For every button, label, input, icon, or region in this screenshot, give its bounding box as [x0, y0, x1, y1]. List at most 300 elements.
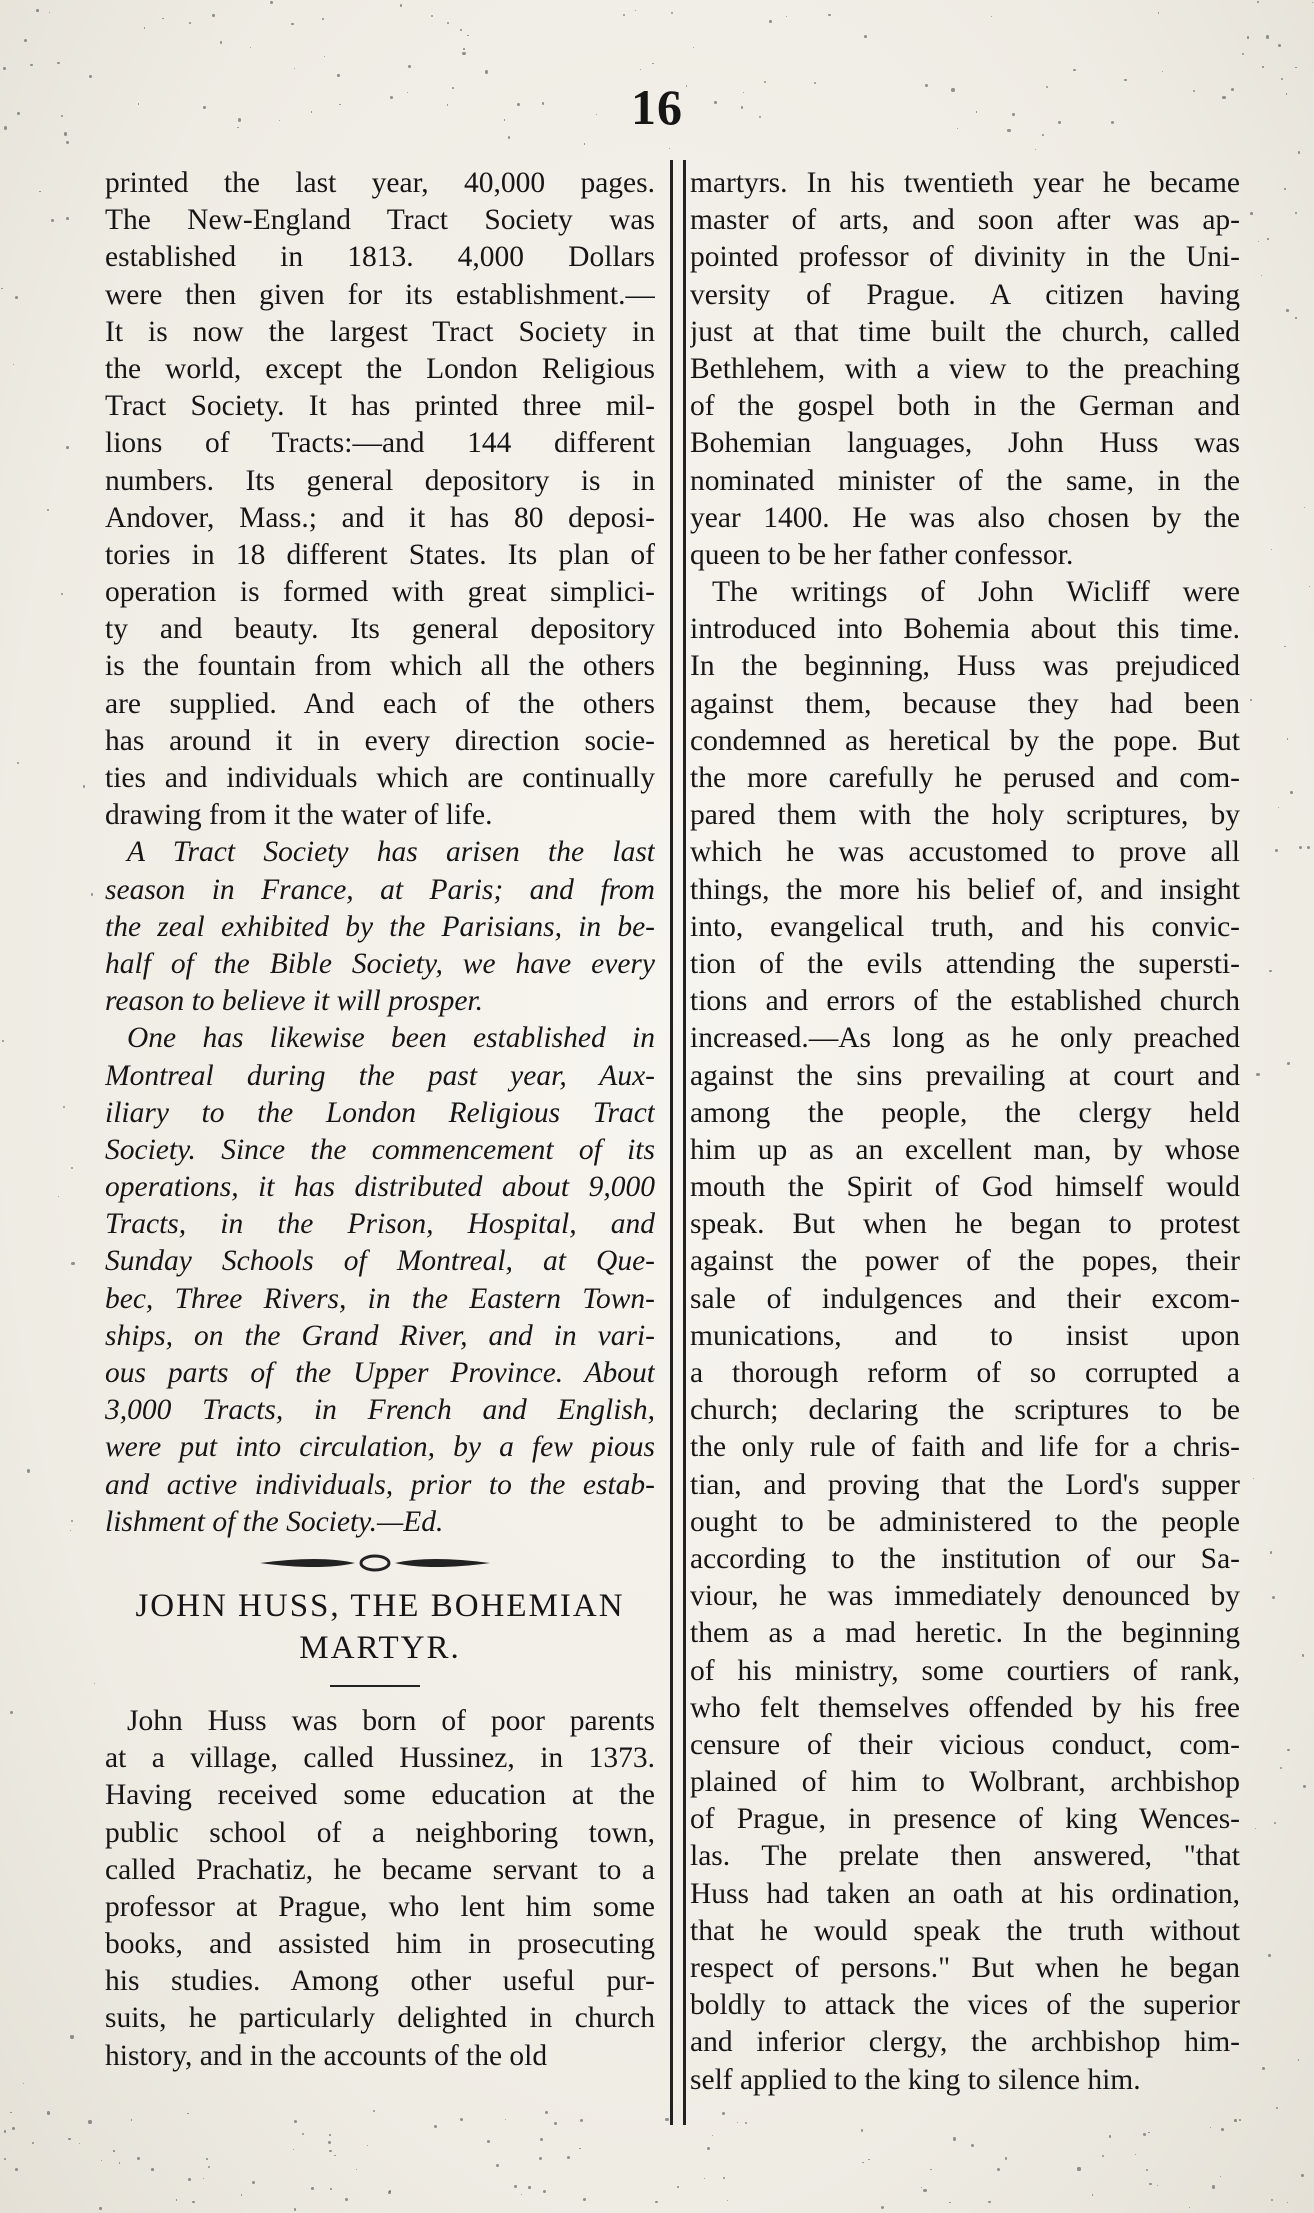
- tract-society-paragraph-line: were then given for its establishment.—: [105, 278, 655, 311]
- print-speck: [431, 15, 433, 17]
- print-speck: [212, 14, 214, 16]
- tract-society-paragraph-line: lions of Tracts:—and 144 different: [105, 427, 655, 460]
- print-speck: [294, 2120, 297, 2123]
- print-speck: [27, 1469, 30, 1472]
- print-speck: [1278, 807, 1279, 808]
- print-speck: [220, 41, 222, 43]
- print-speck: [1295, 67, 1297, 69]
- print-speck: [1270, 1551, 1272, 1553]
- wicliff-paragraph-line: tions and errors of the established church: [690, 985, 1240, 1018]
- print-speck: [508, 136, 511, 139]
- print-speck: [294, 68, 295, 69]
- print-speck: [1284, 646, 1285, 647]
- print-speck: [463, 48, 464, 49]
- print-speck: [1212, 2185, 1215, 2188]
- tract-society-paragraph-line: The New-England Tract Society was: [105, 204, 655, 237]
- print-speck: [1189, 2207, 1190, 2208]
- print-speck: [949, 2202, 951, 2204]
- montreal-paragraph-line: One has likewise been established in: [127, 1022, 655, 1055]
- wicliff-paragraph-line: against the sins prevailing at court and: [690, 1059, 1240, 1092]
- print-speck: [94, 1683, 96, 1685]
- print-speck: [1255, 1828, 1256, 1829]
- print-speck: [337, 74, 339, 76]
- print-speck: [1220, 2176, 1221, 2177]
- wicliff-paragraph-line: the more carefully he perused and com-: [690, 762, 1240, 794]
- print-speck: [3, 67, 6, 70]
- wicliff-paragraph-line: of Prague, in presence of king Wences-: [690, 1803, 1240, 1836]
- print-speck: [83, 785, 86, 788]
- print-speck: [1250, 212, 1253, 215]
- huss-intro-paragraph-line: called Prachatiz, he became servant to a: [105, 1853, 655, 1886]
- left-column: [105, 165, 655, 2075]
- print-speck: [208, 2166, 210, 2168]
- print-speck: [408, 65, 411, 68]
- print-speck: [1234, 2119, 1237, 2122]
- montreal-paragraph-line: ships, on the Grand River, and in vari-: [105, 1319, 655, 1352]
- tract-society-paragraph-line: printed the last year, 40,000 pages.: [105, 167, 655, 199]
- print-speck: [485, 70, 488, 73]
- print-speck: [1295, 317, 1297, 319]
- print-speck: [1262, 66, 1263, 67]
- print-speck: [460, 2118, 463, 2121]
- print-speck: [539, 2157, 542, 2160]
- print-speck: [162, 18, 163, 19]
- huss-intro-paragraph-line: public school of a neighboring town,: [105, 1816, 655, 1849]
- montreal-paragraph-line: operations, it has distributed about 9,000: [105, 1171, 655, 1204]
- print-speck: [542, 102, 545, 105]
- print-speck: [1221, 2128, 1224, 2131]
- wicliff-paragraph-line: the only rule of faith and life for a chris-: [690, 1431, 1240, 1464]
- print-speck: [953, 2137, 956, 2140]
- print-speck: [367, 2145, 369, 2147]
- wicliff-paragraph-line: boldly to attack the vices of the superior: [690, 1989, 1240, 2022]
- print-speck: [580, 2119, 583, 2122]
- print-speck: [521, 2194, 522, 2195]
- print-speck: [1286, 309, 1289, 312]
- print-speck: [1274, 1822, 1276, 1824]
- tract-society-paragraph-line: tories in 18 different States. Its plan of: [105, 538, 655, 571]
- print-speck: [1109, 2135, 1111, 2137]
- print-speck: [294, 2208, 296, 2210]
- print-speck: [868, 2159, 869, 2160]
- print-speck: [1257, 1, 1259, 3]
- print-speck: [1148, 2132, 1149, 2133]
- print-speck: [671, 12, 674, 15]
- print-speck: [68, 2138, 70, 2140]
- article-heading: JOHN HUSS, THE BOHEMIAN: [135, 1587, 625, 1624]
- print-speck: [1157, 2185, 1159, 2187]
- wicliff-paragraph-line: speak. But when he began to protest: [690, 1208, 1240, 1241]
- tract-society-paragraph-line: Andover, Mass.; and it has 80 deposi-: [105, 501, 655, 534]
- print-speck: [329, 2134, 330, 2135]
- print-speck: [1304, 507, 1305, 508]
- print-speck: [2, 1040, 4, 1042]
- wicliff-paragraph-line: of his ministry, some courtiers of rank,: [690, 1654, 1240, 1687]
- print-speck: [1210, 2127, 1211, 2128]
- print-speck: [1035, 149, 1036, 150]
- print-speck: [1262, 2067, 1265, 2070]
- wicliff-paragraph-line: viour, he was immediately denounced by: [690, 1580, 1240, 1613]
- print-speck: [119, 2162, 121, 2164]
- print-speck: [388, 2191, 391, 2194]
- print-speck: [1253, 1478, 1255, 1480]
- montreal-paragraph-line: Sunday Schools of Montreal, at Que-: [105, 1245, 655, 1278]
- print-speck: [24, 39, 27, 42]
- huss-intro-paragraph-line: John Huss was born of poor parents: [127, 1704, 655, 1737]
- print-speck: [13, 364, 14, 365]
- print-speck: [58, 1196, 59, 1197]
- print-speck: [1111, 121, 1114, 124]
- print-speck: [250, 47, 251, 48]
- print-speck: [930, 2169, 931, 2170]
- print-speck: [496, 2164, 499, 2167]
- print-speck: [23, 2083, 24, 2084]
- print-speck: [514, 2185, 517, 2188]
- print-speck: [1298, 2059, 1300, 2061]
- print-speck: [1312, 2, 1313, 3]
- wicliff-paragraph-line: censure of their vicious conduct, com-: [690, 1728, 1240, 1761]
- print-speck: [302, 2133, 304, 2135]
- print-speck: [528, 2186, 531, 2189]
- print-speck: [328, 2141, 331, 2144]
- right-column: [690, 165, 1240, 2099]
- print-speck: [540, 2138, 543, 2141]
- print-speck: [30, 64, 32, 66]
- print-speck: [722, 2112, 725, 2115]
- print-speck: [4, 2158, 6, 2160]
- print-speck: [206, 2158, 208, 2160]
- print-speck: [1012, 113, 1015, 116]
- print-speck: [1193, 90, 1195, 92]
- print-speck: [1007, 129, 1010, 132]
- print-speck: [665, 2118, 668, 2121]
- print-speck: [61, 593, 63, 595]
- column-divider: [670, 160, 686, 2125]
- wicliff-paragraph-line: mouth the Spirit of God himself would: [690, 1171, 1240, 1204]
- print-speck: [991, 16, 992, 17]
- print-speck: [1077, 2167, 1080, 2170]
- montreal-paragraph-line: Tracts, in the Prison, Hospital, and: [105, 1208, 655, 1241]
- print-speck: [57, 62, 60, 65]
- print-speck: [971, 2144, 974, 2147]
- print-speck: [1309, 586, 1310, 587]
- print-speck: [131, 2119, 133, 2121]
- print-speck: [1261, 275, 1262, 276]
- wicliff-paragraph-line: a thorough reform of so corrupted a: [690, 1357, 1240, 1389]
- print-speck: [1162, 71, 1164, 73]
- huss-career-paragraph-line: just at that time built the church, called: [690, 315, 1240, 348]
- print-speck: [640, 69, 641, 70]
- print-speck: [1287, 1749, 1290, 1752]
- wicliff-paragraph-line: The writings of John Wicliff were: [712, 576, 1240, 609]
- print-speck: [70, 2035, 73, 2038]
- wicliff-paragraph-line: them as a mad heretic. In the beginning: [690, 1617, 1240, 1650]
- print-speck: [1287, 1062, 1290, 1065]
- print-speck: [356, 2169, 357, 2170]
- print-speck: [1258, 241, 1260, 243]
- print-speck: [322, 18, 324, 20]
- print-speck: [1287, 2202, 1288, 2203]
- france-paragraph-line: reason to believe it will prosper.: [105, 985, 483, 1018]
- wicliff-paragraph-line: munications, and to insist upon: [690, 1319, 1240, 1352]
- tract-society-paragraph-line: is the fountain from which all the others: [105, 650, 655, 683]
- print-speck: [1281, 78, 1283, 80]
- print-speck: [66, 217, 69, 220]
- print-speck: [10, 2112, 11, 2113]
- print-speck: [723, 2177, 725, 2179]
- print-speck: [238, 118, 241, 121]
- print-speck: [677, 2186, 679, 2188]
- print-speck: [951, 88, 954, 91]
- wicliff-paragraph-line: tian, and proving that the Lord's supper: [690, 1468, 1240, 1501]
- print-speck: [176, 2199, 178, 2201]
- wicliff-paragraph-line: self applied to the king to silence him.: [690, 2063, 1141, 2096]
- print-speck: [1, 288, 3, 290]
- print-speck: [745, 2122, 747, 2124]
- print-speck: [39, 191, 41, 193]
- print-speck: [517, 103, 520, 106]
- print-speck: [324, 56, 326, 58]
- montreal-paragraph-line: Society. Since the commencement of its: [105, 1133, 655, 1166]
- huss-intro-paragraph-line: history, and in the accounts of the old: [105, 2039, 548, 2072]
- print-speck: [1303, 1785, 1306, 1788]
- huss-intro-paragraph-line: professor at Prague, who lent him some: [105, 1890, 655, 1923]
- wicliff-paragraph-line: tion of the evils attending the supersti-: [690, 947, 1240, 980]
- print-speck: [15, 296, 18, 299]
- print-speck: [36, 9, 39, 12]
- print-speck: [1287, 738, 1289, 740]
- wicliff-paragraph-line: increased.—As long as he only preached: [690, 1022, 1240, 1055]
- print-speck: [293, 2149, 294, 2150]
- print-speck: [786, 16, 787, 17]
- print-speck: [567, 2156, 570, 2159]
- article-heading-continued: MARTYR.: [299, 1629, 461, 1666]
- print-speck: [151, 2168, 154, 2171]
- huss-career-paragraph-line: pointed professor of divinity in the Uni-: [690, 241, 1240, 274]
- huss-intro-paragraph-line: his studies. Among other useful pur-: [105, 1965, 655, 1998]
- print-speck: [862, 2162, 863, 2163]
- print-speck: [1073, 69, 1075, 71]
- wicliff-paragraph-line: ought to be administered to the people: [690, 1505, 1240, 1538]
- print-speck: [373, 2110, 375, 2112]
- print-speck: [712, 2135, 713, 2136]
- print-speck: [1278, 44, 1281, 47]
- heading-rule: [105, 1669, 655, 1703]
- wicliff-paragraph-line: that he would speak the truth without: [690, 1914, 1240, 1947]
- france-paragraph-line: half of the Bible Society, we have every: [105, 947, 655, 980]
- print-speck: [1298, 151, 1300, 153]
- print-speck: [769, 20, 772, 23]
- tract-society-paragraph-line: are supplied. And each of the others: [105, 687, 655, 720]
- print-speck: [814, 82, 816, 84]
- tract-society-paragraph-line: ties and individuals which are continually: [105, 762, 655, 794]
- print-speck: [137, 2157, 140, 2160]
- print-speck: [727, 2200, 728, 2201]
- print-speck: [1302, 1654, 1305, 1657]
- tract-society-paragraph-line: operation is formed with great simplici-: [105, 576, 655, 609]
- print-speck: [252, 2181, 255, 2184]
- print-speck: [89, 75, 92, 78]
- print-speck: [714, 101, 716, 103]
- wicliff-paragraph-line: among the people, the clergy held: [690, 1096, 1240, 1129]
- print-speck: [15, 2168, 18, 2171]
- huss-intro-paragraph-line: Having received some education at the: [105, 1779, 655, 1812]
- wicliff-paragraph-line: things, the more his belief of, and insight: [690, 873, 1240, 906]
- montreal-paragraph-line: 3,000 Tracts, in French and English,: [105, 1394, 655, 1427]
- print-speck: [203, 106, 206, 109]
- france-paragraph-line: the zeal exhibited by the Parisians, in be-: [105, 910, 655, 943]
- print-speck: [64, 132, 67, 135]
- wicliff-paragraph-line: sale of indulgences and their excom-: [690, 1282, 1240, 1315]
- print-speck: [66, 446, 69, 449]
- montreal-paragraph-line: Montreal during the past year, Aux-: [105, 1059, 655, 1092]
- tract-society-paragraph-line: the world, except the London Religious: [105, 352, 655, 385]
- print-speck: [1280, 1767, 1282, 1769]
- wicliff-paragraph-line: condemned as heretical by the pope. But: [690, 724, 1240, 757]
- print-speck: [270, 1, 273, 4]
- print-speck: [737, 2122, 739, 2124]
- wicliff-paragraph-line: plained of him to Wolbrant, archbishop: [690, 1766, 1240, 1799]
- print-speck: [113, 2150, 114, 2151]
- print-speck: [584, 143, 585, 144]
- huss-career-paragraph-line: Bethlehem, with a view to the preaching: [690, 352, 1240, 385]
- print-speck: [652, 63, 654, 65]
- huss-career-paragraph-line: queen to be her father confessor.: [690, 538, 1074, 571]
- print-speck: [828, 14, 830, 16]
- huss-career-paragraph-line: martyrs. In his twentieth year he became: [690, 167, 1240, 199]
- wicliff-paragraph-line: against them, because they had been: [690, 687, 1240, 720]
- print-speck: [241, 2194, 243, 2196]
- montreal-paragraph-line: lishment of the Society.—Ed.: [105, 1505, 444, 1538]
- print-speck: [1135, 2154, 1136, 2155]
- page-number: 16: [631, 79, 683, 135]
- print-speck: [71, 1520, 73, 1522]
- print-speck: [144, 27, 145, 28]
- print-speck: [925, 84, 928, 87]
- wicliff-paragraph-line: according to the institution of our Sa-: [690, 1542, 1240, 1575]
- print-speck: [71, 1167, 73, 1169]
- print-speck: [1149, 2183, 1152, 2186]
- print-speck: [543, 2190, 546, 2193]
- print-speck: [988, 2201, 991, 2204]
- wicliff-paragraph-line: respect of persons." But when he began: [690, 1952, 1240, 1984]
- wicliff-paragraph-line: introduced into Bohemia about this time.: [690, 613, 1240, 646]
- print-speck: [334, 2155, 335, 2156]
- tract-society-paragraph-line: Tract Society. It has printed three mil-: [105, 390, 655, 423]
- huss-career-paragraph-line: year 1400. He was also chosen by the: [690, 501, 1240, 534]
- print-speck: [1222, 96, 1225, 99]
- print-speck: [1269, 970, 1271, 972]
- print-speck: [88, 2120, 91, 2123]
- print-speck: [1295, 212, 1297, 214]
- print-speck: [188, 2178, 191, 2181]
- print-speck: [1256, 1073, 1259, 1076]
- print-speck: [434, 2125, 437, 2128]
- huss-intro-paragraph-line: suits, he particularly delighted in church: [105, 2002, 655, 2035]
- print-speck: [704, 2178, 705, 2179]
- print-speck: [460, 29, 462, 31]
- print-speck: [1247, 36, 1250, 39]
- montreal-paragraph-line: and active individuals, prior to the estab-: [105, 1468, 655, 1501]
- print-speck: [693, 47, 694, 48]
- print-speck: [1301, 2174, 1304, 2177]
- tract-society-paragraph-line: It is now the largest Tract Society in: [105, 315, 655, 348]
- print-speck: [447, 22, 449, 24]
- print-speck: [1299, 846, 1302, 849]
- print-speck: [861, 2129, 864, 2132]
- print-speck: [1266, 35, 1269, 38]
- print-speck: [187, 2113, 189, 2115]
- print-speck: [1284, 188, 1285, 189]
- print-speck: [505, 2119, 506, 2120]
- print-speck: [583, 2198, 586, 2201]
- print-speck: [623, 14, 625, 16]
- print-speck: [655, 2201, 658, 2204]
- print-speck: [1242, 53, 1244, 55]
- print-speck: [192, 2201, 194, 2203]
- huss-career-paragraph-line: master of arts, and soon after was ap-: [690, 204, 1240, 237]
- print-speck: [1272, 1596, 1275, 1599]
- tract-society-paragraph-line: established in 1813. 4,000 Dollars: [105, 241, 655, 274]
- print-speck: [1271, 2199, 1273, 2201]
- print-speck: [1058, 121, 1060, 123]
- wicliff-paragraph-line: Huss had taken an oath at his ordination,: [690, 1877, 1240, 1910]
- print-speck: [70, 1530, 71, 1531]
- print-speck: [339, 104, 340, 105]
- print-speck: [51, 219, 54, 222]
- print-speck: [189, 22, 191, 24]
- wicliff-paragraph-line: him up as an excellent man, by whose: [690, 1133, 1240, 1166]
- print-speck: [400, 4, 403, 7]
- huss-career-paragraph-line: versity of Prague. A citizen having: [690, 278, 1240, 311]
- print-speck: [101, 2160, 103, 2162]
- print-speck: [864, 35, 867, 38]
- huss-career-paragraph-line: nominated minister of the same, in the: [690, 464, 1240, 497]
- print-speck: [32, 2142, 34, 2144]
- print-speck: [545, 2111, 548, 2114]
- print-speck: [66, 141, 69, 144]
- wicliff-paragraph-line: and inferior clergy, the archbishop him-: [690, 2026, 1240, 2059]
- wicliff-paragraph-line: In the beginning, Huss was prejudiced: [690, 650, 1240, 683]
- print-speck: [345, 2198, 348, 2201]
- print-speck: [921, 2187, 922, 2188]
- print-speck: [71, 1262, 74, 1265]
- print-speck: [1276, 2107, 1278, 2109]
- print-speck: [487, 2140, 490, 2143]
- huss-career-paragraph-line: Bohemian languages, John Huss was: [690, 427, 1240, 460]
- huss-intro-paragraph-line: at a village, called Hussinez, in 1373.: [105, 1742, 655, 1775]
- wicliff-paragraph-line: las. The prelate then answered, "that: [690, 1840, 1240, 1873]
- print-speck: [554, 2122, 557, 2125]
- print-speck: [923, 2189, 926, 2192]
- print-speck: [1239, 2119, 1241, 2121]
- print-speck: [1290, 791, 1293, 794]
- huss-intro-paragraph-line: books, and assisted him in prosecuting: [105, 1928, 655, 1961]
- tract-society-paragraph-line: drawing from it the water of life.: [105, 799, 493, 832]
- print-speck: [17, 112, 20, 115]
- print-speck: [596, 114, 597, 115]
- print-speck: [462, 52, 465, 55]
- print-speck: [447, 104, 448, 105]
- print-speck: [91, 893, 93, 895]
- wicliff-paragraph-line: church; declaring the scriptures to be: [690, 1394, 1240, 1427]
- print-speck: [311, 2187, 314, 2190]
- print-speck: [1102, 2155, 1104, 2157]
- section-ornament: [105, 1541, 655, 1585]
- tract-society-paragraph-line: ty and beauty. Its general depository: [105, 613, 655, 646]
- print-speck: [99, 2207, 101, 2209]
- montreal-paragraph-line: iliary to the London Religious Tract: [105, 1096, 655, 1129]
